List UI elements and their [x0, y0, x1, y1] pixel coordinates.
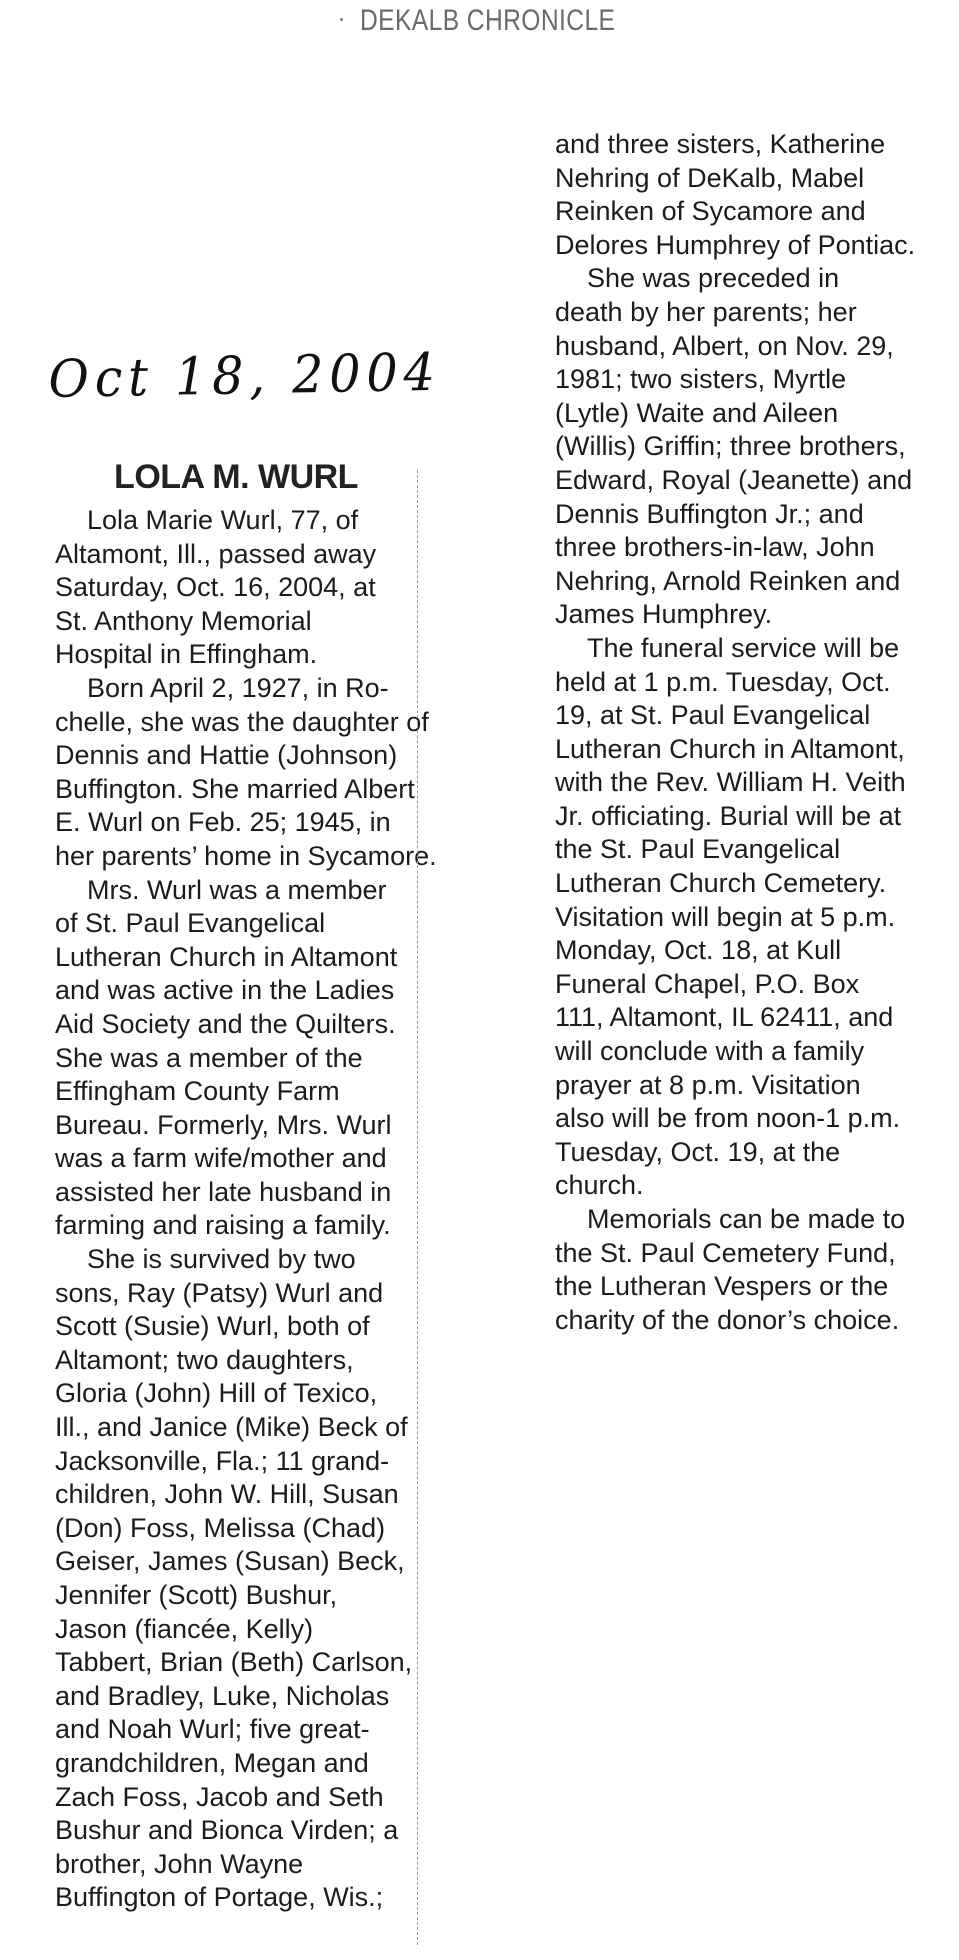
text-line: husband, Albert, on Nov. 29,	[555, 330, 894, 361]
text-line: Geiser, James (Susan) Beck,	[55, 1546, 405, 1577]
text-line: Tuesday, Oct. 19, at the	[555, 1136, 841, 1167]
text-line: Lutheran Church in Altamont,	[555, 733, 905, 764]
text-line: Visitation will begin at 5 p.m.	[555, 901, 896, 932]
text-line: Gloria (John) Hill of Texico,	[55, 1378, 378, 1409]
obituary-title: LOLA M. WURL	[114, 458, 358, 496]
text-line: her parents’ home in Sycamore.	[55, 840, 437, 871]
text-line: (Don) Foss, Melissa (Chad)	[55, 1512, 386, 1543]
text-line: Nehring, Arnold Reinken and	[555, 565, 901, 596]
text-line: She is survived by two	[87, 1244, 356, 1275]
scan-speck	[340, 18, 343, 21]
text-line: chelle, she was the daughter of	[55, 706, 429, 737]
text-line: Monday, Oct. 18, at Kull	[555, 935, 842, 966]
text-line: farming and raising a family.	[55, 1210, 391, 1241]
text-line: The funeral service will be	[587, 632, 900, 663]
text-line: Delores Humphrey of Pontiac.	[555, 229, 916, 260]
text-line: Lola Marie Wurl, 77, of	[87, 505, 359, 535]
text-line: Jacksonville, Fla.; 11 grand-	[55, 1445, 390, 1476]
text-line: Hospital in Effingham.	[55, 639, 318, 670]
text-line: the St. Paul Cemetery Fund,	[555, 1237, 896, 1268]
text-line: grandchildren, Megan and	[55, 1747, 369, 1778]
text-line: Tabbert, Brian (Beth) Carlson,	[55, 1647, 413, 1678]
text-line: Scott (Susie) Wurl, both of	[55, 1311, 370, 1342]
publication-stamp: DEKALB CHRONICLE	[360, 4, 616, 37]
text-line: Jr. officiating. Burial will be at	[555, 800, 902, 831]
text-line: held at 1 p.m. Tuesday, Oct.	[555, 666, 891, 697]
text-line: Born April 2, 1927, in Ro-	[87, 672, 389, 703]
text-line: Jennifer (Scott) Bushur,	[55, 1580, 338, 1610]
text-line: brother, John Wayne	[55, 1848, 304, 1879]
text-line: the St. Paul Evangelical	[555, 834, 841, 865]
text-line: charity of the donor’s choice.	[555, 1304, 900, 1335]
text-line: Saturday, Oct. 16, 2004, at	[55, 572, 376, 603]
obituary-right-column	[555, 128, 935, 1337]
text-line: Ill., and Janice (Mike) Beck of	[55, 1412, 408, 1443]
text-line: will conclude with a family	[555, 1036, 865, 1067]
text-line: Lutheran Church in Altamont	[55, 941, 398, 972]
text-line: death by her parents; her	[555, 296, 857, 327]
text-line: Funeral Chapel, P.O. Box	[555, 968, 860, 999]
text-line: James Humphrey.	[555, 599, 773, 630]
text-line: E. Wurl on Feb. 25; 1945, in	[55, 807, 391, 838]
text-line: Buffington of Portage, Wis.;	[55, 1882, 384, 1913]
text-line: three brothers-in-law, John	[555, 532, 875, 563]
text-line: Memorials can be made to	[587, 1204, 906, 1234]
text-line: and three sisters, Katherine	[555, 129, 886, 159]
text-line: She was preceded in	[587, 263, 840, 294]
text-line: Mrs. Wurl was a member	[87, 874, 387, 905]
column-divider	[417, 470, 418, 1945]
text-line: She was a member of the	[55, 1042, 363, 1073]
text-line: Nehring of DeKalb, Mabel	[555, 162, 865, 193]
text-line: was a farm wife/mother and	[55, 1143, 387, 1174]
text-line: Lutheran Church Cemetery.	[555, 868, 887, 899]
text-line: Bureau. Formerly, Mrs. Wurl	[55, 1109, 392, 1140]
text-line: Jason (fiancée, Kelly)	[55, 1613, 314, 1644]
text-line: and Noah Wurl; five great-	[55, 1714, 370, 1745]
text-line: Bushur and Bionca Virden; a	[55, 1815, 399, 1846]
text-line: 1981; two sisters, Myrtle	[555, 364, 847, 395]
text-line: with the Rev. William H. Veith	[555, 767, 906, 798]
text-line: St. Anthony Memorial	[55, 605, 312, 636]
text-line: 111, Altamont, IL 62411, and	[555, 1002, 894, 1033]
text-line: prayer at 8 p.m. Visitation	[555, 1069, 861, 1100]
text-line: (Lytle) Waite and Aileen	[555, 397, 839, 428]
text-line: and Bradley, Luke, Nicholas	[55, 1680, 390, 1711]
text-line: the Lutheran Vespers or the	[555, 1271, 889, 1302]
text-line: Dennis Buffington Jr.; and	[555, 498, 864, 529]
text-line: sons, Ray (Patsy) Wurl and	[55, 1277, 384, 1308]
text-line: Dennis and Hattie (Johnson)	[55, 740, 398, 771]
text-line: also will be from noon-1 p.m.	[555, 1103, 901, 1134]
text-line: Effingham County Farm	[55, 1076, 340, 1107]
text-line: children, John W. Hill, Susan	[55, 1479, 399, 1510]
handwritten-date: Oct 18, 2004	[48, 342, 442, 410]
text-line: Buffington. She married Albert	[55, 773, 415, 804]
text-line: 19, at St. Paul Evangelical	[555, 700, 871, 731]
text-line: Aid Society and the Quilters.	[55, 1008, 396, 1039]
text-line: Altamont, Ill., passed away	[55, 538, 377, 569]
text-line: Altamont; two daughters,	[55, 1344, 354, 1375]
text-line: and was active in the Ladies	[55, 975, 395, 1006]
obituary-left-column	[55, 504, 437, 1915]
text-line: of St. Paul Evangelical	[55, 908, 326, 939]
text-line: Reinken of Sycamore and	[555, 196, 866, 227]
text-line: assisted her late husband in	[55, 1176, 392, 1207]
text-line: church.	[555, 1170, 644, 1201]
text-line: Zach Foss, Jacob and Seth	[55, 1781, 384, 1812]
text-line: Edward, Royal (Jeanette) and	[555, 464, 913, 495]
text-line: (Willis) Griffin; three brothers,	[555, 431, 906, 462]
